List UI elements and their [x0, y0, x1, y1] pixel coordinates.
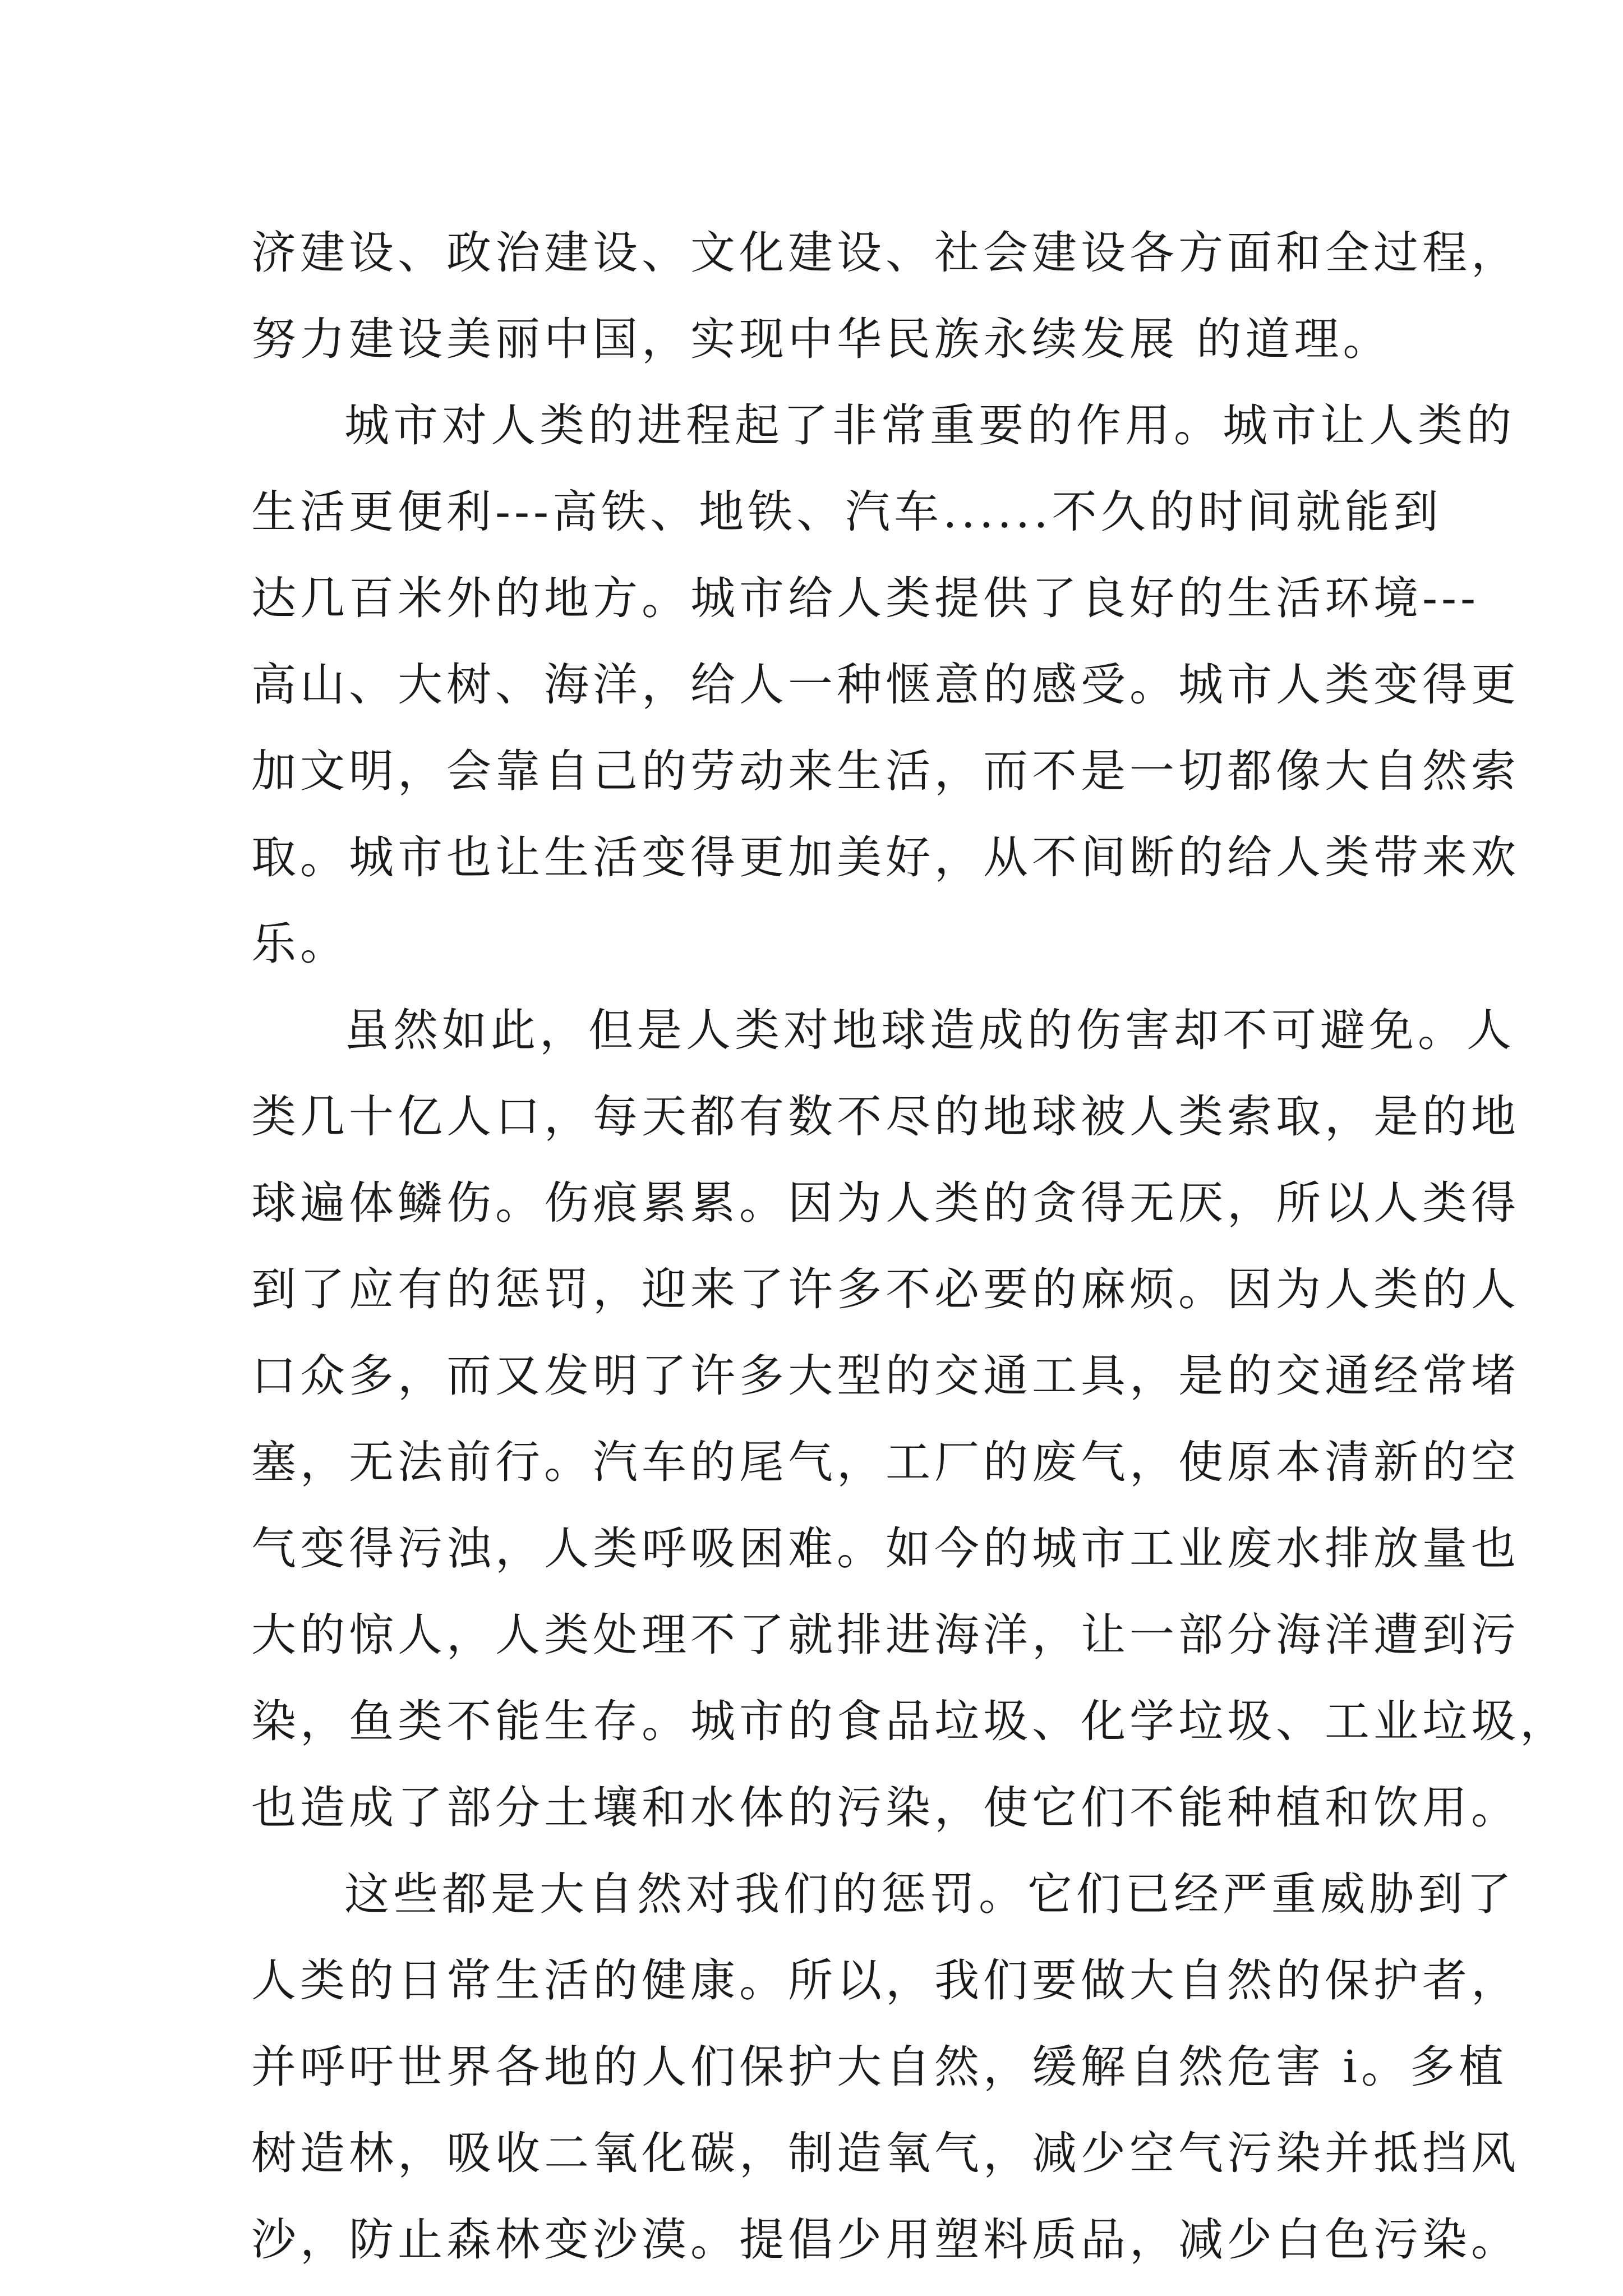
text-line: 塞，无法前行。汽车的尾气，工厂的废气，使原本清新的空	[251, 1436, 1520, 1488]
text-line: 人类的日常生活的健康。所以，我们要做大自然的保护者，	[251, 1954, 1520, 2007]
paragraph	[251, 383, 1520, 987]
text-line: 乐。	[251, 918, 349, 970]
text-line: 树造林，吸收二氧化碳，制造氧气，减少空气污染并抵挡风	[251, 2127, 1520, 2179]
text-line: 口众多，而又发明了许多大型的交通工具，是的交通经常堵	[251, 1350, 1520, 1402]
text-line: 染，鱼类不能生存。城市的食品垃圾、化学垃圾、工业垃圾，	[251, 1695, 1569, 1747]
text-line: 加文明，会靠自己的劳动来生活，而不是一切都像大自然索	[251, 745, 1520, 797]
text-line: 球遍体鳞伤。伤痕累累。因为人类的贪得无厌，所以人类得	[251, 1177, 1520, 1229]
text-line: 气变得污浊，人类呼吸困难。如今的城市工业废水排放量也	[251, 1522, 1520, 1575]
text-line: 生活更便利---高铁、地铁、汽车......不久的时间就能到	[251, 486, 1442, 538]
text-line: 取。城市也让生活变得更加美好，从不间断的给人类带来欢	[251, 831, 1520, 884]
text-line: 达几百米外的地方。城市给人类提供了良好的生活环境---	[251, 572, 1480, 624]
text-line: 到了应有的惩罚，迎来了许多不必要的麻烦。因为人类的人	[251, 1263, 1520, 1315]
paragraph	[251, 1851, 1520, 2283]
paragraph	[251, 210, 1520, 383]
text-line: 努力建设美丽中国，实现中华民族永续发展 的道理。	[251, 313, 1392, 365]
text-line: 大的惊人，人类处理不了就排进海洋，让一部分海洋遭到污	[251, 1609, 1520, 1661]
text-line: 高山、大树、海洋，给人一种惬意的感受。城市人类变得更	[251, 659, 1520, 711]
text-line: 这些都是大自然对我们的惩罚。它们已经严重威胁到了	[344, 1868, 1515, 1920]
document-body	[251, 210, 1569, 2283]
text-line: 济建设、政治建设、文化建设、社会建设各方面和全过程，	[251, 227, 1520, 279]
text-line: 类几十亿人口，每天都有数不尽的地球被人类索取，是的地	[251, 1091, 1520, 1143]
text-line: 沙，防止森林变沙漠。提倡少用塑料质品，减少白色污染。	[251, 2214, 1520, 2266]
paragraph	[251, 987, 1569, 1851]
text-line: 城市对人类的进程起了非常重要的作用。城市让人类的	[344, 399, 1515, 452]
text-line: 并呼吁世界各地的人们保护大自然，缓解自然危害 i。多植	[251, 2041, 1508, 2093]
text-line: 也造成了部分土壤和水体的污染，使它们不能种植和饮用。	[251, 1782, 1520, 1834]
text-line: 虽然如此，但是人类对地球造成的伤害却不可避免。人	[344, 1004, 1515, 1056]
